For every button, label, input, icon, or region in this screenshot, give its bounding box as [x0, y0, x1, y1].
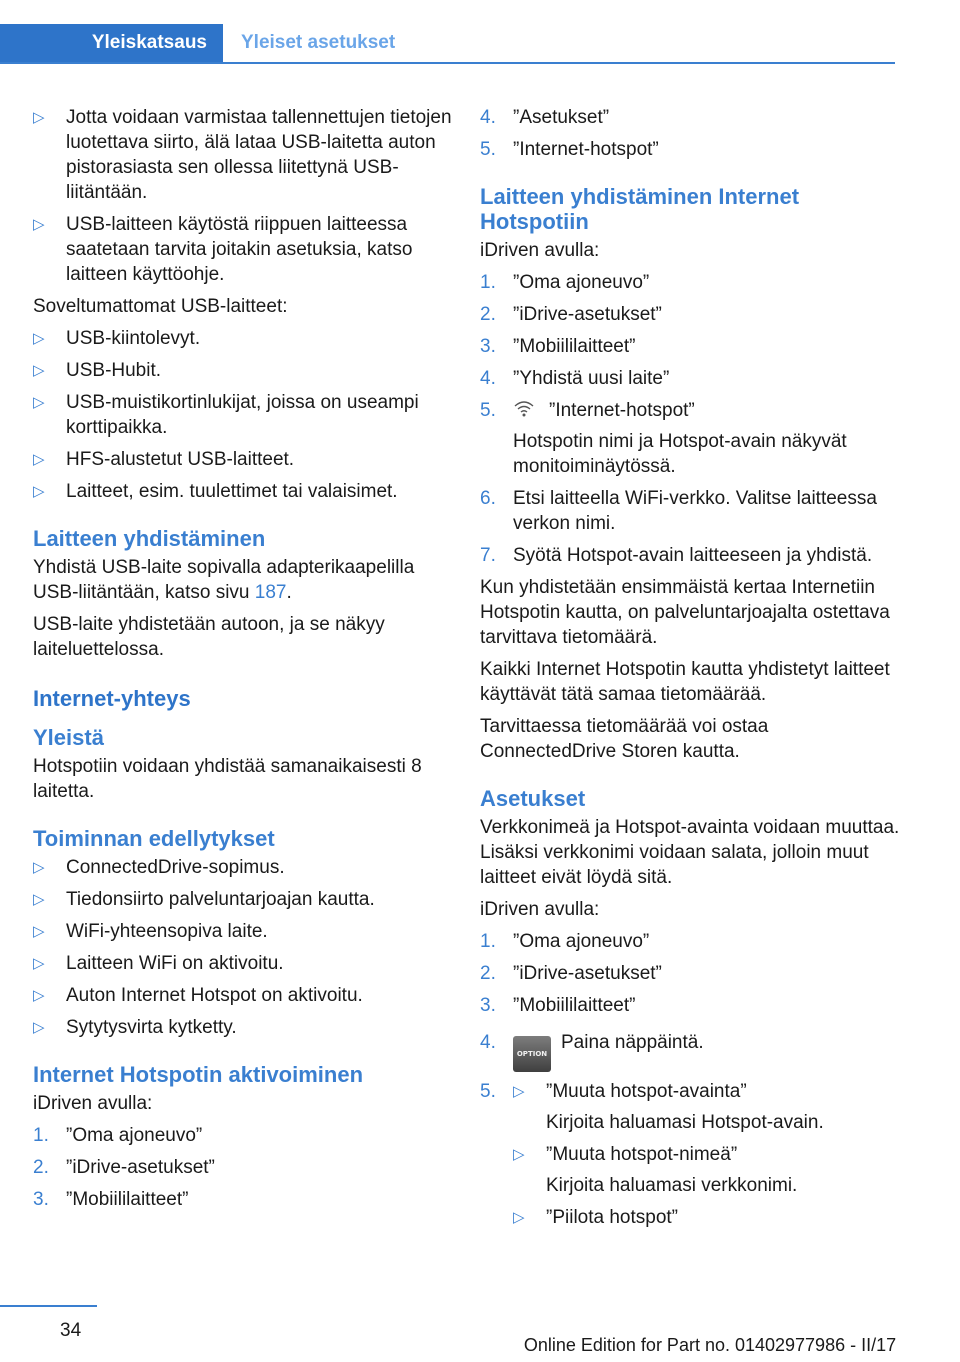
- triangle-bullet-icon: ▷: [33, 859, 45, 876]
- chapter-heading: Internet-yhteys: [33, 686, 191, 711]
- list-item: ▷ Auton Internet Hotspot on aktivoitu.: [33, 985, 363, 1006]
- section-heading: Yleistä: [33, 725, 104, 750]
- list-item: ▷ WiFi-yhteensopiva laite.: [33, 921, 268, 942]
- page-number: 34: [60, 1320, 82, 1341]
- numbered-step: 5. ▷ ”Muuta hotspot-avainta” Kirjoita haluamasi Hotspot-avain. ▷ ”Muuta hotspot-nimeä” Kirjoita haluamasi verkkonimi. ▷ ”Piilota hotspot”: [480, 1079, 900, 1230]
- step-note: Kirjoita haluamasi Hotspot-avain.: [546, 1112, 824, 1133]
- section-tab-general-settings[interactable]: Yleiset asetukset: [241, 32, 396, 53]
- unsuitable-label: Soveltumattomat USB-laitteet:: [33, 296, 288, 317]
- section-heading: Laitteen yhdistäminen: [33, 526, 266, 551]
- list-item: ▷ USB-kiintolevyt.: [33, 328, 201, 349]
- triangle-bullet-icon: ▷: [33, 394, 45, 411]
- numbered-step: 2. ”iDrive-asetukset”: [480, 304, 662, 325]
- triangle-bullet-icon: ▷: [33, 483, 45, 500]
- numbered-step: 1. ”Oma ajoneuvo”: [33, 1125, 203, 1146]
- paragraph: iDriven avulla:: [480, 240, 600, 261]
- page-link[interactable]: 187: [254, 582, 287, 603]
- paragraph: Kun yhdistetään ensimmäistä kertaa Internetiin Hotspotin kautta, on palveluntarjoajalta ostettava tarvittava tietomäärä.: [480, 577, 890, 648]
- numbered-step: 1. ”Oma ajoneuvo”: [480, 931, 650, 952]
- section-heading: Toiminnan edellytykset: [33, 826, 275, 851]
- list-item: ▷ USB-laitteen käytöstä riippuen laitteessa saatetaan tarvita joitakin asetuksia, katso laitteen käyttöohje.: [33, 214, 413, 285]
- section-tab-overview[interactable]: Yleiskatsaus: [0, 24, 223, 62]
- edition-text: Online Edition for Part no. 01402977986 - II/17: [523, 1335, 897, 1355]
- paragraph: Hotspotiin voidaan yhdistää samanaikaisesti 8 laitetta.: [33, 756, 422, 802]
- paragraph: USB-laite yhdistetään autoon, ja se näkyy laiteluettelossa.: [33, 614, 385, 660]
- list-item: ▷ HFS-alustetut USB-laitteet.: [33, 449, 295, 470]
- numbered-step: 3. ”Mobiililaitteet”: [480, 995, 636, 1016]
- numbered-step: 6. Etsi laitteella WiFi-verkko. Valitse laitteessa verkon nimi.: [480, 488, 877, 534]
- numbered-step: 3. ”Mobiililaitteet”: [33, 1189, 189, 1210]
- triangle-bullet-icon: ▷: [33, 109, 45, 126]
- list-item: ▷ Laitteet, esim. tuulettimet tai valaisimet.: [33, 481, 398, 502]
- numbered-step: 5. ”Internet-hotspot” Hotspotin nimi ja Hotspot-avain näkyvät monitoiminäytössä.: [480, 398, 900, 479]
- triangle-bullet-icon: ▷: [33, 891, 45, 908]
- footer-rule: [0, 1305, 97, 1307]
- paragraph: iDriven avulla:: [480, 899, 600, 920]
- numbered-step: 2. ”iDrive-asetukset”: [480, 963, 662, 984]
- section-heading: Laitteen yhdistäminen Internet Hotspotiin: [480, 184, 800, 234]
- paragraph: Yhdistä USB-laite sopivalla adapterikaapelilla USB-liitäntään, katso sivu 187.: [33, 557, 415, 603]
- paragraph: Kaikki Internet Hotspotin kautta yhdistetyt laitteet käyttävät tätä samaa tietomäärää.: [480, 659, 890, 705]
- right-column: [480, 105, 900, 1237]
- list-item: ▷ ”Piilota hotspot”: [513, 1207, 679, 1228]
- list-item: ▷ Jotta voidaan varmistaa tallennettujen tietojen luotettava siirto, älä lataa USB-laitetta auton pistorasiasta sen ollessa liitettynä USB-liitäntään.: [33, 107, 452, 203]
- list-item: ▷ ”Muuta hotspot-nimeä” Kirjoita haluamasi verkkonimi.: [513, 1142, 900, 1198]
- step-note: Kirjoita haluamasi verkkonimi.: [546, 1175, 798, 1196]
- left-column: [33, 105, 453, 1219]
- triangle-bullet-icon: ▷: [33, 362, 45, 379]
- numbered-step: 7. Syötä Hotspot-avain laitteeseen ja yhdistä.: [480, 545, 873, 566]
- triangle-bullet-icon: ▷: [33, 1019, 45, 1036]
- triangle-bullet-icon: ▷: [513, 1209, 525, 1226]
- list-item: ▷ ConnectedDrive-sopimus.: [33, 857, 285, 878]
- section-heading: Internet Hotspotin aktivoiminen: [33, 1062, 364, 1087]
- numbered-step: 4. ”Asetukset”: [480, 107, 610, 128]
- page-header: [0, 24, 895, 64]
- triangle-bullet-icon: ▷: [33, 216, 45, 233]
- list-item: ▷ USB-Hubit.: [33, 360, 162, 381]
- paragraph: Verkkonimeä ja Hotspot-avainta voidaan muuttaa. Lisäksi verkkonimi voidaan salata, jolloin muut laitteet eivät löydä sitä.: [480, 817, 900, 888]
- numbered-step: 1. ”Oma ajoneuvo”: [480, 272, 650, 293]
- triangle-bullet-icon: ▷: [513, 1083, 525, 1100]
- triangle-bullet-icon: ▷: [513, 1146, 525, 1163]
- section-heading: Asetukset: [480, 786, 586, 811]
- option-button-icon: OPTION: [513, 1036, 551, 1072]
- triangle-bullet-icon: ▷: [33, 451, 45, 468]
- list-item: ▷ ”Muuta hotspot-avainta” Kirjoita haluamasi Hotspot-avain.: [513, 1079, 900, 1135]
- numbered-step: 3. ”Mobiililaitteet”: [480, 336, 636, 357]
- list-item: ▷ Tiedonsiirto palveluntarjoajan kautta.: [33, 889, 375, 910]
- triangle-bullet-icon: ▷: [33, 987, 45, 1004]
- list-item: ▷ USB-muistikortinlukijat, joissa on useampi korttipaikka.: [33, 392, 419, 438]
- triangle-bullet-icon: ▷: [33, 955, 45, 972]
- list-item: ▷ Laitteen WiFi on aktivoitu.: [33, 953, 284, 974]
- numbered-step: 4. OPTIONPaina näppäintä.: [480, 1030, 900, 1072]
- triangle-bullet-icon: ▷: [33, 330, 45, 347]
- wifi-icon: [513, 399, 535, 419]
- list-item: ▷ Sytytysvirta kytketty.: [33, 1017, 237, 1038]
- triangle-bullet-icon: ▷: [33, 923, 45, 940]
- paragraph: iDriven avulla:: [33, 1093, 153, 1114]
- numbered-step: 2. ”iDrive-asetukset”: [33, 1157, 215, 1178]
- paragraph: Tarvittaessa tietomäärää voi ostaa ConnectedDrive Storen kautta.: [480, 716, 769, 762]
- numbered-step: 5. ”Internet-hotspot”: [480, 139, 659, 160]
- step-note: Hotspotin nimi ja Hotspot-avain näkyvät monitoiminäytössä.: [513, 431, 847, 477]
- numbered-step: 4. ”Yhdistä uusi laite”: [480, 368, 670, 389]
